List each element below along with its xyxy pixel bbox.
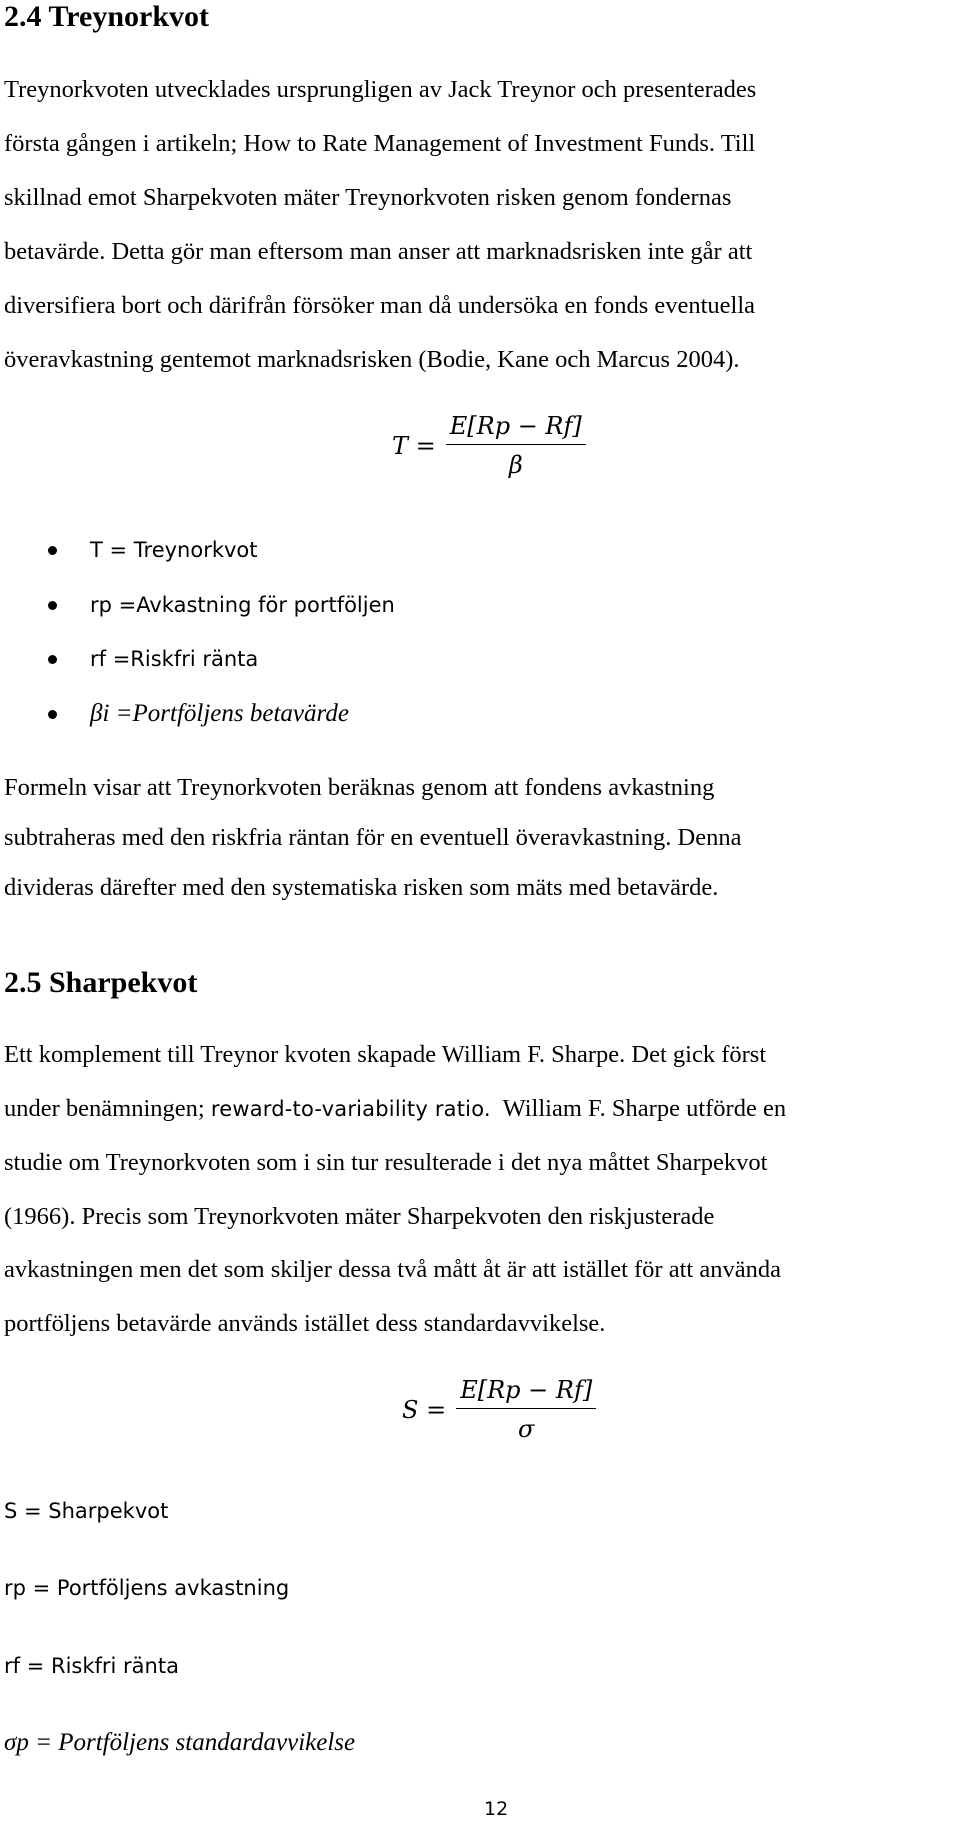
treynor-explanation-paragraph: [4, 763, 954, 913]
paragraph-line: avkastningen men det som skiljer dessa två mått åt är att istället för att använda: [4, 1256, 781, 1284]
list-item-text: T = Treynorkvot: [90, 538, 258, 563]
list-item-text: rp =Avkastning för portföljen: [90, 592, 395, 617]
list-item: [46, 632, 395, 687]
treynor-intro-paragraph: [4, 63, 954, 387]
section-heading-sharpekvot: 2.5 Sharpekvot: [4, 966, 198, 999]
formula-numerator: E[Rp − Rf]: [446, 412, 586, 445]
list-item: [46, 523, 395, 578]
paragraph-line: betavärde. Detta gör man eftersom man anser att marknadsrisken inte går att: [4, 238, 753, 265]
paragraph-line: Ett komplement till Treynor kvoten skapade William F. Sharpe. Det gick först: [4, 1041, 767, 1068]
formula-numerator: E[Rp − Rf]: [456, 1376, 596, 1409]
formula-fraction: [456, 1376, 596, 1443]
paragraph-line: subtraheras med den riskfria räntan för en eventuell överavkastning. Denna: [4, 824, 742, 851]
formula-lhs: S =: [402, 1395, 447, 1424]
paragraph-line: diversifiera bort och därifrån försöker man då undersöka en fonds eventuella: [4, 292, 756, 319]
section-heading-treynorkvot: 2.4 Treynorkvot: [4, 0, 210, 33]
definition-item: S = Sharpekvot: [4, 1498, 169, 1523]
sharpe-formula: [402, 1376, 596, 1443]
paragraph-line: studie om Treynorkvoten som i sin tur resulterade i det nya måttet Sharpekvot: [4, 1149, 768, 1177]
definition-item: σp = Portföljens standardavvikelse: [4, 1729, 356, 1757]
formula-fraction: [446, 412, 586, 479]
formula-denominator: σ: [517, 1415, 535, 1443]
paragraph-line: Formeln visar att Treynorkvoten beräknas genom att fondens avkastning: [4, 774, 715, 801]
definition-item: rf = Riskfri ränta: [4, 1653, 179, 1678]
paragraph-line: divideras därefter med den systematiska risken som mäts med betavärde.: [4, 874, 719, 901]
list-item: [46, 687, 395, 742]
definition-item: rp = Portföljens avkastning: [4, 1576, 290, 1601]
sharpe-intro-paragraph: [4, 1028, 954, 1351]
sharpe-variable-list: [4, 1472, 355, 1782]
treynor-formula: [392, 412, 586, 479]
list-item-text: rf =Riskfri ränta: [90, 647, 259, 672]
list-item: [46, 578, 395, 633]
bullet-icon: [48, 655, 57, 664]
bullet-icon: [48, 601, 57, 610]
page-number: 12: [484, 1798, 509, 1820]
paragraph-line: (1966). Precis som Treynorkvoten mäter Sharpekvoten den riskjusterade: [4, 1202, 715, 1230]
bullet-icon: [48, 710, 57, 719]
treynor-variable-list: [46, 523, 395, 741]
paragraph-line: överavkastning gentemot marknadsrisken (Bodie, Kane och Marcus 2004).: [4, 346, 740, 373]
paragraph-line: portföljens betavärde används istället dess standardavvikelse.: [4, 1309, 606, 1337]
line-text: under benämningen;: [4, 1094, 211, 1122]
paragraph-line: Treynorkvoten utvecklades ursprungligen av Jack Treynor och presenterades: [4, 76, 757, 103]
list-item-text: βi =Portföljens betavärde: [90, 699, 349, 727]
paragraph-line: första gången i artikeln; How to Rate Management of Investment Funds. Till: [4, 130, 756, 157]
paragraph-line: [4, 1082, 954, 1137]
term-text: reward-to-variability ratio.: [210, 1096, 491, 1121]
formula-lhs: T =: [392, 431, 436, 460]
paragraph-line: skillnad emot Sharpekvoten mäter Treynorkvoten risken genom fondernas: [4, 184, 732, 211]
formula-denominator: β: [508, 451, 523, 479]
bullet-icon: [48, 546, 57, 555]
line-text: William F. Sharpe utförde en: [490, 1094, 787, 1122]
